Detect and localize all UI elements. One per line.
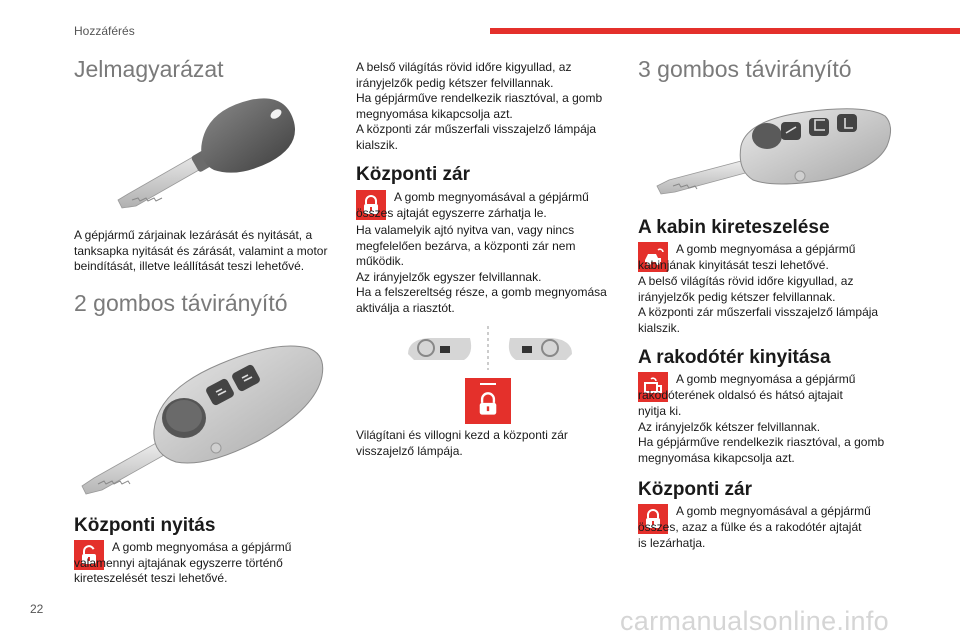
unlock-result-text: A belső világítás rövid időre kigyullad, az irányjelzők pedig kétszer felvillannak. Ha gépjárműve rendelkezik riasztóval, a gomb megnyomása kikapcsolja azt. A központi zár műszerfali visszajelző lámpája kialszik. bbox=[356, 60, 603, 152]
central-lock-3btn-text: A gomb megnyomásával a gépjármű összes, azaz a fülke és a rakodótér ajtaját bbox=[638, 504, 871, 534]
watermark: carmanualsonline.info bbox=[620, 606, 889, 636]
cargo-unlock-text: A gomb megnyomása a gépjármű rakodóterének oldalsó és hátsó ajtajait bbox=[638, 372, 856, 402]
cab-unlock-text: A gomb megnyomása a gépjármű kabinjának kinyitását teszi lehetővé. bbox=[638, 242, 856, 272]
central-lock-title: Központi zár bbox=[356, 164, 470, 185]
central-lock-body: Ha valamelyik ajtó nyitva van, vagy nincs megfelelően bezárva, a központi zár nem működik. Az irányjelzők egyszer felvillannak. Ha a felszereltség része, a gomb megnyomása aktiválja a riasztót. bbox=[356, 223, 607, 315]
key-description: A gépjármű zárjainak lezárását és nyitását, a tanksapka nyitását és zárását, valamint a motor beindítását, illetve leállítását teszi lehetővé. bbox=[74, 228, 328, 273]
central-lock-3btn-title: Központi zár bbox=[638, 479, 752, 500]
page-number: 22 bbox=[30, 602, 44, 616]
cab-unlock-title: A kabin kireteszelése bbox=[638, 217, 830, 238]
central-lock-text: A gomb megnyomásával a gépjármű összes ajtaját egyszerre zárhatja le. bbox=[356, 190, 589, 220]
dashboard-indicator-illustration bbox=[400, 324, 580, 372]
two-button-remote-illustration bbox=[80, 330, 330, 500]
cargo-unlock-body: nyitja ki. Az irányjelzők kétszer felvillannak. Ha gépjárműve rendelkezik riasztóval, a gomb megnyomása kikapcsolja azt. bbox=[638, 404, 885, 465]
plain-key-illustration bbox=[110, 92, 300, 210]
header-section-label: Hozzáférés bbox=[74, 24, 135, 38]
central-lock-3btn-body: is lezárhatja. bbox=[638, 536, 706, 550]
central-unlock-title: Központi nyitás bbox=[74, 515, 216, 536]
three-button-remote-title: 3 gombos távirányító bbox=[638, 56, 852, 82]
three-button-remote-illustration bbox=[655, 100, 895, 200]
cargo-unlock-title: A rakodótér kinyitása bbox=[638, 347, 831, 368]
two-button-remote-title: 2 gombos távirányító bbox=[74, 290, 288, 316]
legend-title: Jelmagyarázat bbox=[74, 56, 224, 82]
central-unlock-text: A gomb megnyomása a gépjármű valamennyi ajtajának egyszerre történő kireteszelését teszi lehetővé. bbox=[74, 540, 292, 585]
cab-unlock-body: A belső világítás rövid időre kigyullad, az irányjelzők pedig kétszer felvillannak. A központi zár műszerfali visszajelző lámpája kialszik. bbox=[638, 274, 879, 335]
lock-indicator-lamp-icon bbox=[465, 378, 511, 424]
indicator-lamp-text: Világítani és villogni kezd a központi zár visszajelző lámpája. bbox=[356, 428, 568, 458]
header-accent-bar bbox=[490, 28, 960, 34]
